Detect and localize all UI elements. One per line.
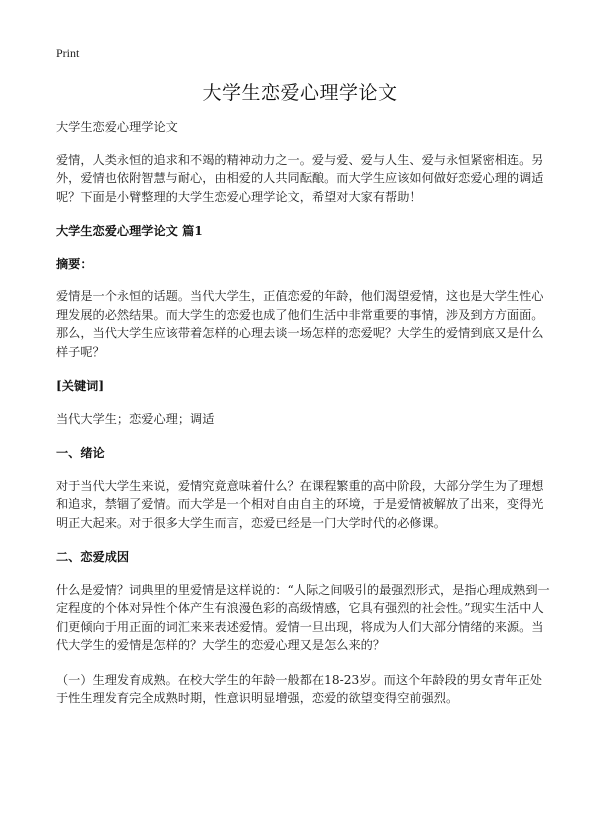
keywords-paragraph: 当代大学生；恋爱心理；调适 — [56, 411, 215, 426]
section2-heading: 二、恋爱成因 — [56, 550, 130, 564]
abstract-paragraph: 爱情是一个永恒的话题。当代大学生，正值恋爱的年龄，他们渴望爱情，这也是大学生性心理发展的必然结果。而大学生的恋爱也成了他们生活中非常重要的事情，涉及到方方面面。那么，当代大学生应该带着怎样的心理去谈一场怎样的恋爱呢？大学生的爱情到底又是什么样子呢？ — [56, 289, 544, 359]
print-link[interactable]: Print — [56, 46, 80, 60]
section2-point1-paragraph: （一）生理发育成熟。在校大学生的年龄一般都在18-23岁。而这个年龄段的男女青年正处于性生理发育完全成熟时期，性意识明显增强，恋爱的欲望变得空前强烈。 — [56, 672, 543, 705]
abstract-heading: 摘要： — [56, 256, 93, 271]
section1-heading: 一、绪论 — [56, 446, 105, 460]
section1-paragraph: 对于当代大学生来说，爱情究竟意味着什么？在课程繁重的高中阶段，大部分学生为了理想和追求，禁锢了爱情。而大学是一个相对自由自主的环境，于是爱情被解放了出来，变得光明正大起来。对于很多大学生而言，恋爱已经是一门大学时代的必修课。 — [56, 478, 544, 530]
article-heading: 大学生恋爱心理学论文 篇1 — [56, 224, 203, 238]
section2-paragraph: 什么是爱情？词典里的里爱情是这样说的：“人际之间吸引的最强烈形式，是指心理成熟到一定程度的个体对异性个体产生有浪漫色彩的高级情感，它具有强烈的社会性。”现实生活中人们更倾向于用正面的词汇来来表述爱情。爱情一旦出现，将成为人们大部分情绪的来源。当代大学生的爱情是怎样的？大学生的恋爱心理又是怎么来的？ — [56, 582, 550, 652]
document-body — [56, 118, 552, 724]
keywords-heading: [关键词] — [56, 379, 105, 393]
document-subtitle: 大学生恋爱心理学论文 — [56, 120, 178, 134]
page-title: 大学生恋爱心理学论文 — [202, 82, 398, 104]
intro-paragraph: 爱情，人类永恒的追求和不竭的精神动力之一。爱与爱、爱与人生、爱与永恒紧密相连。另外，爱情也依附智慧与耐心，由相爱的人共同酝酿。而大学生应该如何做好恋爱心理的调适呢？下面是小臂整理的大学生恋爱心理学论文，希望对大家有帮助！ — [56, 152, 544, 204]
